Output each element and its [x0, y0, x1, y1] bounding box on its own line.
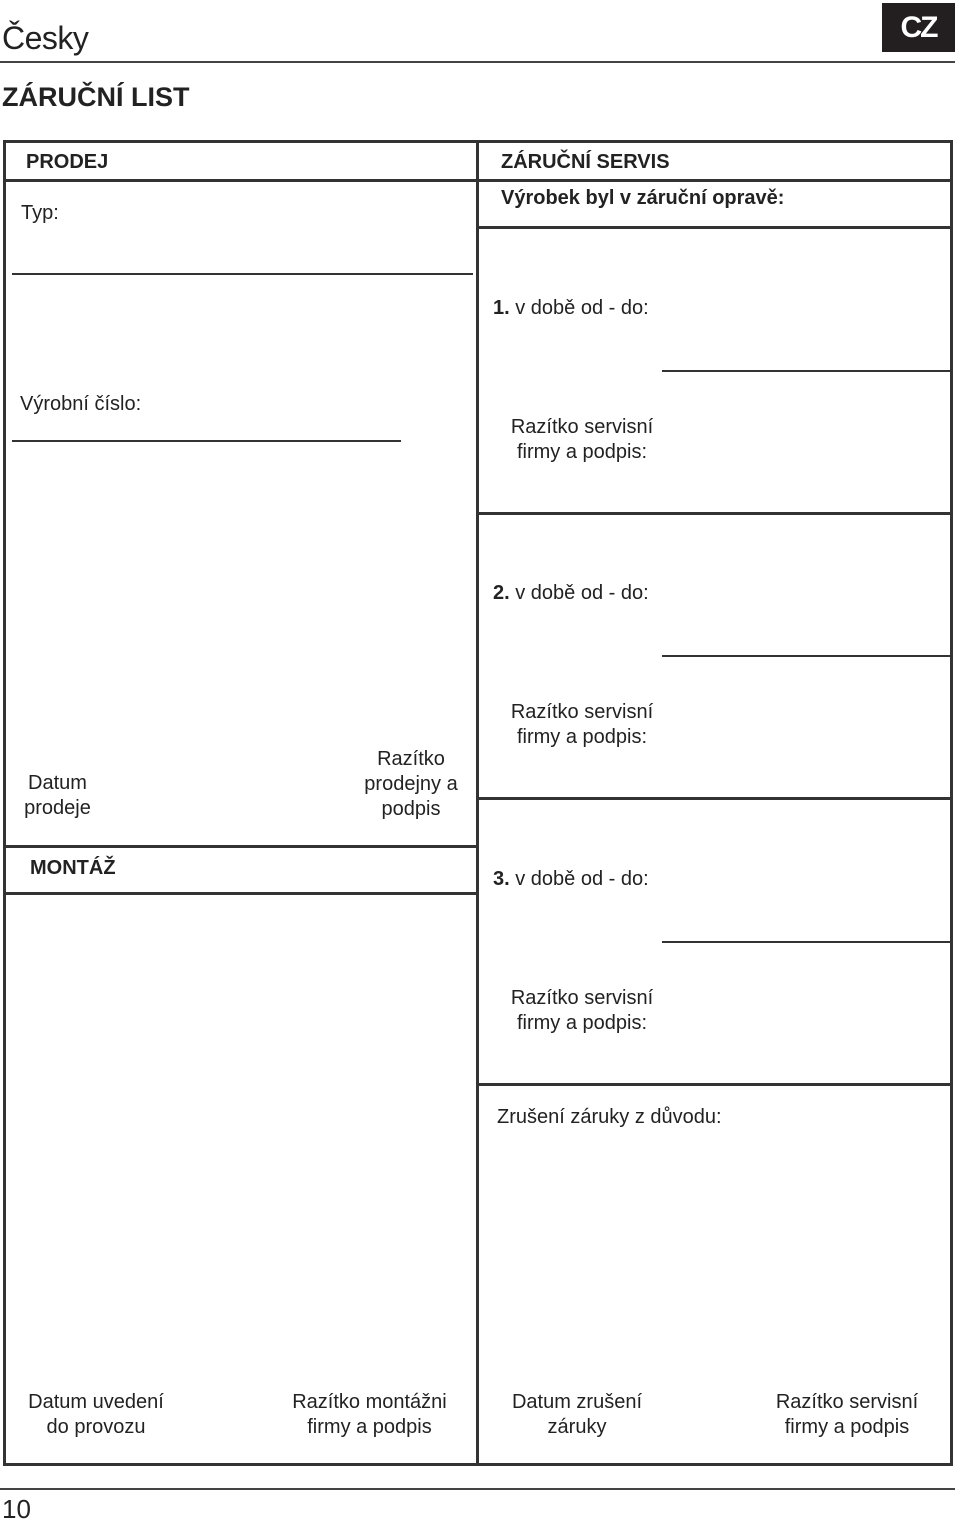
repair-2-period-input-line[interactable] — [662, 655, 953, 657]
country-code-badge: CZ — [882, 3, 955, 52]
installation-top-rule — [3, 845, 478, 848]
serial-number-input-line[interactable] — [12, 440, 401, 442]
footer-divider — [0, 1488, 955, 1490]
repair-2-bottom-rule — [478, 797, 953, 800]
service-subheading: Výrobek byl v záruční opravě: — [501, 187, 785, 209]
page-number: 10 — [2, 1494, 31, 1524]
repair-1-stamp-label: Razítko servisní firmy a podpis: — [510, 416, 654, 463]
language-title: Česky — [2, 20, 89, 56]
type-label: Typ: — [21, 202, 59, 224]
service-header-rule — [478, 179, 953, 182]
repair-3-bottom-rule — [478, 1083, 953, 1086]
installation-heading: MONTÁŽ — [30, 857, 116, 879]
repair-1-number: 1. — [493, 297, 510, 319]
warranty-cancel-label: Zrušení záruky z důvodu: — [497, 1106, 722, 1128]
header-divider — [0, 61, 955, 63]
repair-2-number: 2. — [493, 582, 510, 604]
serial-number-label: Výrobní číslo: — [20, 393, 142, 415]
service-heading: ZÁRUČNÍ SERVIS — [501, 151, 670, 173]
installer-stamp-label: Razítko montážni firmy a podpis — [292, 1391, 447, 1438]
repair-1-period-text: v době od - do: — [515, 297, 649, 319]
repair-3-period-input-line[interactable] — [662, 941, 953, 943]
repair-2-period-label — [493, 581, 649, 606]
repair-3-number: 3. — [493, 868, 510, 890]
installation-header-rule — [3, 892, 478, 895]
sale-date-label: Datum prodeje — [24, 772, 91, 819]
repair-3-stamp-label: Razítko servisní firmy a podpis: — [510, 987, 654, 1034]
repair-1-period-label — [493, 296, 649, 321]
commissioning-date-label: Datum uvedení do provozu — [28, 1391, 164, 1438]
repair-2-period-text: v době od - do: — [515, 582, 649, 604]
repair-3-period-text: v době od - do: — [515, 868, 649, 890]
sale-heading: PRODEJ — [26, 151, 109, 173]
service-stamp-label: Razítko servisní firmy a podpis — [775, 1391, 919, 1438]
document-title: ZÁRUČNÍ LIST — [2, 82, 190, 112]
type-input-line[interactable] — [12, 273, 473, 275]
sale-header-rule — [3, 179, 478, 182]
service-subheader-rule — [478, 226, 953, 229]
shop-stamp-label: Razítko prodejny a podpis — [364, 748, 458, 820]
cancellation-date-label: Datum zrušení záruky — [511, 1391, 643, 1438]
column-divider — [476, 140, 479, 1466]
repair-2-stamp-label: Razítko servisní firmy a podpis: — [510, 701, 654, 748]
repair-3-period-label — [493, 867, 649, 892]
repair-1-period-input-line[interactable] — [662, 370, 953, 372]
repair-1-bottom-rule — [478, 512, 953, 515]
